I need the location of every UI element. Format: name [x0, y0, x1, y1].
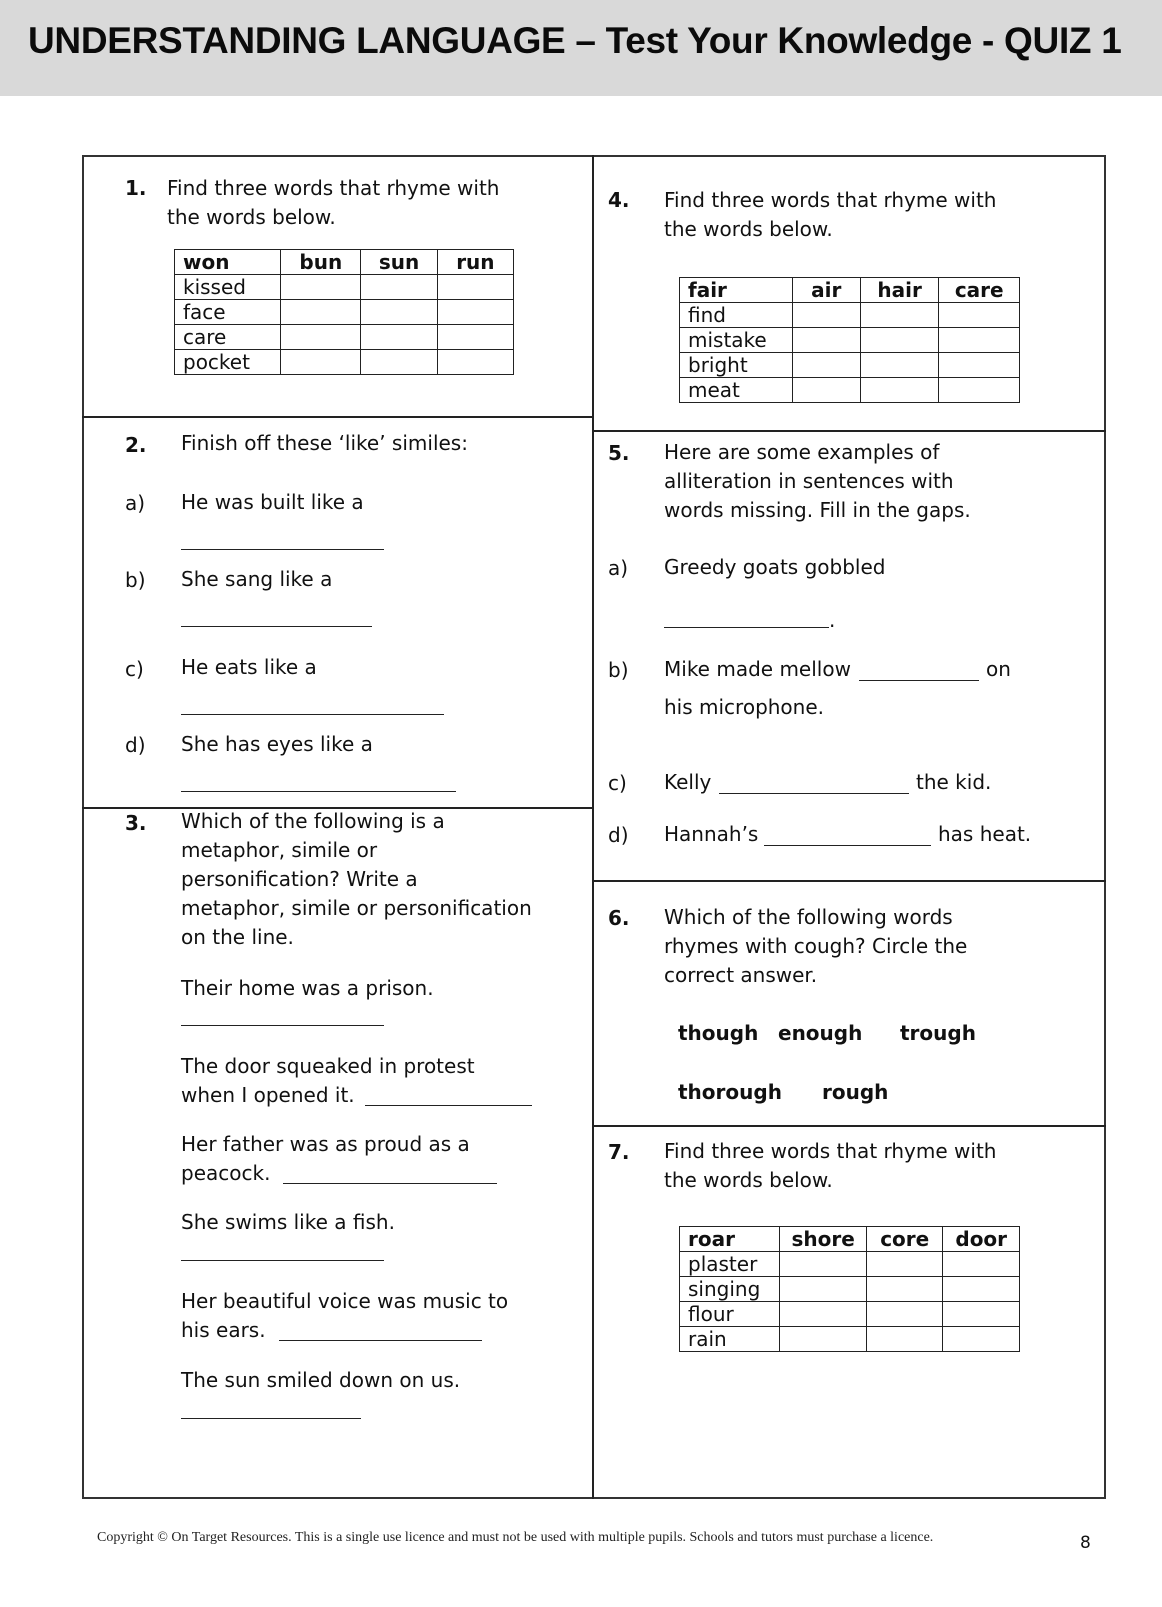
table-row — [680, 1277, 1020, 1302]
sentence-end: . — [829, 608, 836, 632]
table-row — [175, 300, 514, 325]
table-row — [680, 1302, 1020, 1327]
question-prompt: metaphor, simile or — [181, 838, 378, 862]
question-prompt: rhymes with cough? Circle the — [664, 934, 968, 958]
section-divider — [592, 1125, 1106, 1127]
sentence-end: on — [986, 657, 1011, 681]
simile-stem: He was built like a — [181, 490, 364, 514]
question-prompt: on the line. — [181, 925, 294, 949]
table-header: care — [939, 278, 1020, 303]
table-row — [680, 1327, 1020, 1352]
table-row — [680, 303, 1020, 328]
answer-cell[interactable] — [939, 303, 1020, 328]
question-number: 3. — [125, 811, 147, 835]
answer-cell[interactable] — [780, 1302, 867, 1327]
table-row — [680, 378, 1020, 403]
answer-option[interactable]: rough — [822, 1080, 889, 1104]
question-number: 4. — [608, 188, 630, 212]
table-header: bun — [281, 250, 361, 275]
figurative-sentence: The door squeaked in protest — [181, 1054, 475, 1078]
answer-cell[interactable] — [792, 303, 860, 328]
table-row — [680, 1252, 1020, 1277]
figurative-sentence: She swims like a fish. — [181, 1210, 395, 1234]
item-label: c) — [608, 771, 627, 795]
table-header: run — [437, 250, 513, 275]
answer-option[interactable]: trough — [900, 1021, 976, 1045]
alliteration-stem: Kelly — [664, 770, 712, 794]
rhyme-table — [174, 249, 514, 375]
table-header: shore — [780, 1227, 867, 1252]
answer-line[interactable] — [283, 1183, 497, 1184]
table-row — [175, 325, 514, 350]
table-row — [175, 350, 514, 375]
answer-cell[interactable] — [437, 350, 513, 375]
page-number: 8 — [1080, 1533, 1091, 1553]
figurative-sentence: The sun smiled down on us. — [181, 1368, 461, 1392]
question-number: 7. — [608, 1140, 630, 1164]
item-label: b) — [125, 568, 146, 592]
answer-cell[interactable] — [939, 378, 1020, 403]
answer-cell[interactable] — [437, 300, 513, 325]
table-header: hair — [860, 278, 939, 303]
section-divider — [592, 880, 1106, 882]
alliteration-stem: Hannah’s — [664, 822, 759, 846]
answer-line[interactable] — [181, 791, 456, 792]
rhyme-table — [679, 1226, 1020, 1352]
question-prompt: Find three words that rhyme with — [664, 188, 997, 212]
figurative-sentence: his ears. — [181, 1318, 266, 1342]
question-prompt: the words below. — [664, 217, 833, 241]
table-header: core — [867, 1227, 943, 1252]
row-word: meat — [680, 378, 793, 403]
answer-cell[interactable] — [780, 1252, 867, 1277]
column-divider — [592, 155, 594, 1499]
question-prompt: Find three words that rhyme with — [664, 1139, 997, 1163]
answer-cell[interactable] — [867, 1252, 943, 1277]
answer-cell[interactable] — [867, 1302, 943, 1327]
section-divider — [82, 416, 593, 418]
question-number: 1. — [125, 176, 147, 200]
answer-line[interactable] — [181, 714, 444, 715]
question-prompt: Which of the following words — [664, 905, 953, 929]
answer-line[interactable] — [181, 1025, 384, 1026]
answer-line[interactable] — [181, 549, 384, 550]
answer-cell[interactable] — [860, 328, 939, 353]
question-prompt: metaphor, simile or personification — [181, 896, 532, 920]
question-prompt: Here are some examples of — [664, 440, 940, 464]
question-prompt: personification? Write a — [181, 867, 418, 891]
answer-cell[interactable] — [943, 1277, 1020, 1302]
answer-cell[interactable] — [780, 1327, 867, 1352]
sentence-end: the kid. — [916, 770, 992, 794]
simile-stem: He eats like a — [181, 655, 317, 679]
question-prompt: alliteration in sentences with — [664, 469, 954, 493]
answer-cell[interactable] — [867, 1277, 943, 1302]
rhyme-table — [679, 277, 1020, 403]
answer-line[interactable] — [365, 1105, 532, 1106]
row-word: flour — [680, 1302, 780, 1327]
answer-cell[interactable] — [792, 353, 860, 378]
page-title: UNDERSTANDING LANGUAGE – Test Your Knowledge - QUIZ 1 — [28, 20, 1122, 61]
simile-stem: She has eyes like a — [181, 732, 373, 756]
answer-cell[interactable] — [867, 1327, 943, 1352]
answer-cell[interactable] — [939, 328, 1020, 353]
simile-stem: She sang like a — [181, 567, 333, 591]
table-header: sun — [361, 250, 437, 275]
answer-cell[interactable] — [792, 328, 860, 353]
question-prompt: words missing. Fill in the gaps. — [664, 498, 971, 522]
question-prompt: the words below. — [664, 1168, 833, 1192]
item-label: c) — [125, 657, 144, 681]
answer-line[interactable] — [181, 1418, 361, 1419]
answer-cell[interactable] — [860, 353, 939, 378]
item-label: a) — [608, 556, 629, 580]
table-header: air — [792, 278, 860, 303]
figurative-sentence: Her beautiful voice was music to — [181, 1289, 509, 1313]
answer-cell[interactable] — [939, 353, 1020, 378]
question-prompt: correct answer. — [664, 963, 818, 987]
answer-line[interactable] — [279, 1340, 482, 1341]
table-header: won — [175, 250, 281, 275]
row-word: face — [175, 300, 281, 325]
answer-cell[interactable] — [361, 275, 437, 300]
question-prompt: Which of the following is a — [181, 809, 445, 833]
answer-cell[interactable] — [361, 325, 437, 350]
alliteration-stem: Mike made mellow — [664, 657, 851, 681]
row-word: singing — [680, 1277, 780, 1302]
answer-cell[interactable] — [780, 1277, 867, 1302]
answer-cell[interactable] — [281, 350, 361, 375]
table-header: fair — [680, 278, 793, 303]
item-label: d) — [125, 733, 146, 757]
section-divider — [592, 430, 1106, 432]
answer-option[interactable]: enough — [778, 1021, 863, 1045]
item-label: a) — [125, 491, 146, 515]
question-prompt: the words below. — [167, 205, 336, 229]
question-prompt: Find three words that rhyme with — [167, 176, 500, 200]
answer-cell[interactable] — [943, 1302, 1020, 1327]
answer-line[interactable] — [664, 627, 829, 628]
answer-line[interactable] — [764, 845, 931, 846]
answer-cell[interactable] — [281, 325, 361, 350]
figurative-sentence: when I opened it. — [181, 1083, 355, 1107]
copyright-notice: Copyright © On Target Resources. This is a single use licence and must not be used with multiple pupils. Schools and tutors must purchase a licence. — [97, 1530, 934, 1545]
table-row — [175, 275, 514, 300]
figurative-sentence: Her father was as proud as a — [181, 1132, 470, 1156]
table-header: door — [943, 1227, 1020, 1252]
row-word: kissed — [175, 275, 281, 300]
row-word: bright — [680, 353, 793, 378]
question-number: 6. — [608, 906, 630, 930]
figurative-sentence: peacock. — [181, 1161, 271, 1185]
row-word: mistake — [680, 328, 793, 353]
answer-cell[interactable] — [281, 300, 361, 325]
answer-line[interactable] — [181, 1260, 384, 1261]
row-word: rain — [680, 1327, 780, 1352]
sentence-continuation: his microphone. — [664, 695, 825, 719]
answer-cell[interactable] — [943, 1252, 1020, 1277]
answer-cell[interactable] — [943, 1327, 1020, 1352]
table-row — [680, 328, 1020, 353]
row-word: plaster — [680, 1252, 780, 1277]
sentence-end: has heat. — [938, 822, 1032, 846]
row-word: find — [680, 303, 793, 328]
row-word: care — [175, 325, 281, 350]
answer-option[interactable]: thorough — [678, 1080, 782, 1104]
answer-line[interactable] — [181, 626, 372, 627]
item-label: d) — [608, 823, 629, 847]
answer-cell[interactable] — [792, 378, 860, 403]
answer-cell[interactable] — [437, 325, 513, 350]
answer-cell[interactable] — [437, 275, 513, 300]
table-header: roar — [680, 1227, 780, 1252]
alliteration-stem: Greedy goats gobbled — [664, 555, 886, 579]
answer-cell[interactable] — [281, 275, 361, 300]
answer-option[interactable]: though — [678, 1021, 759, 1045]
answer-line[interactable] — [719, 793, 909, 794]
row-word: pocket — [175, 350, 281, 375]
question-prompt: Finish off these ‘like’ similes: — [181, 431, 468, 455]
answer-cell[interactable] — [361, 300, 437, 325]
answer-line[interactable] — [859, 680, 979, 681]
table-row — [680, 353, 1020, 378]
page-header — [0, 0, 1162, 96]
question-number: 2. — [125, 433, 147, 457]
item-label: b) — [608, 658, 629, 682]
answer-cell[interactable] — [860, 303, 939, 328]
answer-cell[interactable] — [860, 378, 939, 403]
answer-cell[interactable] — [361, 350, 437, 375]
question-number: 5. — [608, 441, 630, 465]
figurative-sentence: Their home was a prison. — [181, 976, 434, 1000]
